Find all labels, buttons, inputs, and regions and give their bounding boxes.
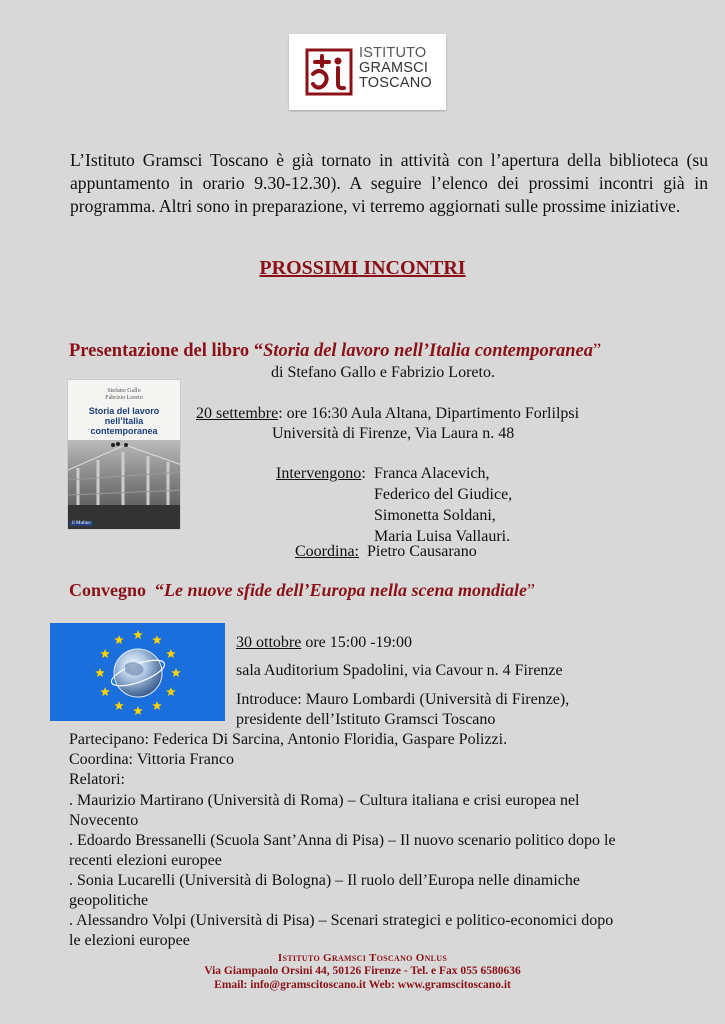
event2-speaker-4-line-1: . Alessandro Volpi (Università di Pisa) – Scenari strategici e politico-economici dopo (69, 912, 614, 929)
event1-speaker-2: Federico del Giudice, (374, 486, 513, 503)
logo-line-2: GRAMSCI (359, 60, 429, 76)
event1-chair: Pietro Causarano (367, 543, 477, 560)
event2-speaker-3-line-1: . Sonia Lucarelli (Università di Bologna) – Il ruolo dell’Europa nelle dinamiche (69, 872, 580, 889)
event1-prefix: Presentazione del libro (69, 341, 254, 361)
event1-heading (69, 341, 601, 362)
book-cover-title (68, 406, 180, 436)
eu-star-icon (100, 649, 110, 658)
logo-wordmark (359, 46, 432, 91)
book-cover-title-line-1: Storia del lavoro (88, 406, 160, 416)
event2-introduce: Introduce: Mauro Lombardi (Università di Firenze), (236, 691, 570, 708)
eu-star-icon (133, 706, 143, 715)
book-cover-title-line-3: contemporanea (90, 426, 158, 436)
colon-separator: : (361, 465, 366, 482)
eu-star-icon (95, 668, 105, 677)
book-cover-image (67, 379, 181, 530)
book-cover-photo (68, 440, 180, 530)
eu-star-icon (166, 649, 176, 658)
event1-address: Università di Firenze, Via Laura n. 48 (272, 425, 515, 442)
event1-chair-label: Coordina: (295, 543, 359, 560)
footer-contacts: Email: info@gramscitoscano.it Web: www.gramscitoscano.it (214, 979, 511, 991)
event2-speaker-1-line-1: . Maurizio Martirano (Università di Roma) – Cultura italiana e crisi europea nel (69, 792, 580, 809)
footer-address: Via Giampaolo Orsini 44, 50126 Firenze - Tel. e Fax 055 6580636 (204, 965, 521, 977)
eu-star-icon (171, 668, 181, 677)
book-cover-author-2: Fabrizio Loreto (105, 395, 143, 401)
eu-star-icon (152, 635, 162, 644)
book-cover-author-1: Stefano Gallo (107, 388, 141, 394)
logo-line-1: ISTITUTO (359, 45, 427, 61)
eu-globe-icon (50, 623, 225, 721)
eu-star-icon (152, 701, 162, 710)
book-cover-title-line-2: nell’Italia (104, 416, 144, 426)
intro-paragraph: L’Istituto Gramsci Toscano è già tornato in attività con l’apertura della biblioteca (su appuntamento in orario 9.30-12.30). A seguire l’elenco dei prossimi incontri già in programma. Altri sono in preparazione, vi terremo aggiornati sulle prossime iniziative. (70, 150, 708, 216)
event2-open-quote: “ (155, 580, 165, 600)
event2-speaker-2-line-1: . Edoardo Bressanelli (Scuola Sant’Anna di Pisa) – Il nuovo scenario politico dopo le (69, 832, 616, 849)
event1-speaker-1: Franca Alacevich, (374, 465, 490, 482)
event1-open-quote: “ (253, 341, 264, 361)
event2-speaker-2-line-2: recenti elezioni europee (69, 852, 222, 869)
gramsci-logo-mark-icon (305, 48, 353, 96)
eu-star-icon (133, 630, 143, 639)
event2-close-quote: ” (527, 580, 535, 600)
eu-star-icon (100, 687, 110, 696)
event2-heading (69, 580, 535, 601)
event2-speakers-label: Relatori: (69, 771, 125, 788)
event1-close-quote: ” (592, 341, 602, 361)
event2-title: Le nuove sfide dell’Europa nella scena mondiale (164, 580, 527, 600)
event1-speaker-4: Maria Luisa Vallauri. (374, 528, 511, 545)
eu-star-icon (114, 701, 124, 710)
factory-photo-icon (68, 440, 181, 530)
event1-chair-line (295, 542, 477, 562)
eu-star-icon (114, 635, 124, 644)
event1-date: 20 settembre (196, 405, 279, 422)
event2-introduce-role: presidente dell’Istituto Gramsci Toscano (236, 711, 496, 728)
event1-authors: di Stefano Gallo e Fabrizio Loreto. (271, 364, 495, 381)
event1-datetime (196, 404, 579, 424)
event1-when-where: : ore 16:30 Aula Altana, Dipartimento Forlilpsi (278, 405, 580, 422)
event2-participants: Partecipano: Federica Di Sarcina, Antonio Floridia, Gaspare Polizzi. (69, 731, 508, 748)
logo-line-3: TOSCANO (359, 75, 432, 91)
event2-speaker-3-line-2: geopolitiche (69, 892, 149, 909)
event1-book-title: Storia del lavoro nell’Italia contemporanea (263, 341, 593, 361)
event2-speaker-4-line-2: le elezioni europee (69, 932, 190, 949)
eu-star-icon (166, 687, 176, 696)
event2-datetime (236, 633, 412, 653)
event2-speaker-1-line-2: Novecento (69, 812, 139, 829)
section-title: PROSSIMI INCONTRI (259, 257, 466, 279)
book-cover-publisher: il Mulino (72, 521, 91, 526)
event2-prefix: Convegno (69, 580, 156, 600)
event1-speakers-label: Intervengono (276, 465, 362, 482)
event2-chair: Coordina: Vittoria Franco (69, 751, 234, 768)
event1-speaker-3: Simonetta Soldani, (374, 507, 496, 524)
event2-time: ore 15:00 -19:00 (301, 634, 412, 651)
event1-speakers-label-line (276, 464, 366, 484)
footer-org: Istituto Gramsci Toscano Onlus (277, 952, 448, 964)
event2-venue: sala Auditorium Spadolini, via Cavour n. 4 Firenze (236, 662, 563, 679)
institute-logo (289, 34, 446, 110)
book-cover-authors (68, 388, 180, 402)
eu-flag-image (50, 623, 225, 721)
event2-date: 30 ottobre (236, 634, 302, 651)
